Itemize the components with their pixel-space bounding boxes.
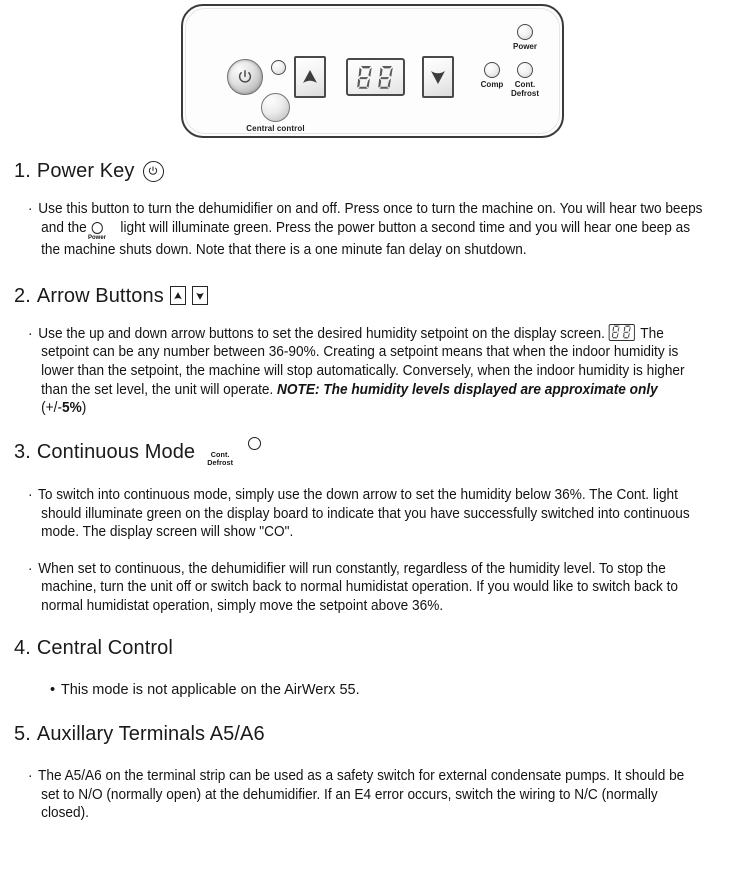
section-2-title: Arrow Buttons — [36, 284, 164, 307]
display-digits — [611, 325, 632, 339]
bullet: · — [28, 325, 35, 342]
arrow-up-key-icon — [170, 286, 186, 305]
led-circle — [248, 437, 261, 450]
cont-defrost-led — [517, 62, 533, 78]
section-arrow-buttons — [0, 283, 755, 418]
section-1-number: 1. — [14, 160, 31, 182]
power-button[interactable] — [227, 59, 263, 95]
section-1-heading — [0, 158, 755, 184]
arrow-up-button[interactable] — [294, 56, 326, 98]
display-digits — [357, 65, 395, 90]
section-5-title: Auxillary Terminals A5/A6 — [36, 723, 265, 746]
led-caption-cont: Cont. — [210, 449, 230, 459]
paragraph-tail-open: (+/- — [41, 400, 62, 417]
display-digit-right — [378, 65, 395, 90]
comp-led — [484, 62, 500, 78]
paragraph-text: The A5/A6 on the terminal strip can be used as a safety switch for external condensate pumps. It should be set to N/O (normally open) at the dehumidifier. If an E4 error occurs, switch the wiring to N/C (normally closed). — [38, 768, 685, 822]
power-icon — [237, 69, 254, 86]
paragraph-text-post: light will illuminate green. Press the power button a second time and you will hear one beep as the machine shuts down. Note that there is a one minute fan delay on shutdown. — [41, 219, 691, 259]
bullet: • — [50, 681, 58, 698]
bullet: · — [28, 560, 35, 577]
control-panel-diagram — [181, 4, 564, 138]
paragraph-note: NOTE: The humidity levels displayed are approximate only — [277, 381, 658, 398]
section-4-paragraph — [0, 681, 755, 700]
central-control-button[interactable] — [261, 93, 290, 122]
cont-label: Cont. — [514, 80, 536, 89]
paragraph-text: This mode is not applicable on the AirWerx 55. — [60, 681, 360, 698]
section-3-paragraph-1 — [0, 486, 720, 542]
power-ring-icon — [143, 161, 164, 182]
section-5-number: 5. — [14, 723, 31, 746]
indicator-led — [271, 60, 286, 75]
section-5-paragraph — [0, 767, 720, 823]
section-2-heading — [0, 283, 755, 309]
cont-defrost-led-icon — [203, 437, 237, 467]
cont-defrost-led-label — [490, 80, 560, 98]
defrost-label: Defrost — [510, 89, 539, 98]
power-led — [517, 24, 533, 40]
led-caption: Power — [88, 233, 106, 241]
section-3-title: Continuous Mode — [36, 440, 196, 463]
section-3-number: 3. — [14, 440, 31, 463]
seven-segment-display-icon — [609, 324, 635, 341]
arrow-down-button[interactable] — [422, 56, 454, 98]
section-2-number: 2. — [14, 284, 31, 307]
display-digit-left — [357, 65, 374, 90]
control-panel-board — [181, 4, 564, 138]
led-caption-defrost: Defrost — [207, 458, 234, 468]
power-led-icon — [88, 222, 115, 242]
instructions-document — [0, 150, 755, 823]
section-auxillary-terminals — [0, 721, 755, 823]
section-1-title: Power Key — [36, 160, 135, 182]
paragraph-text-pre: Use the up and down arrow buttons to set the desired humidity setpoint on the display screen. — [38, 325, 609, 342]
section-4-heading — [0, 635, 755, 661]
section-continuous-mode — [0, 437, 755, 616]
section-5-heading — [0, 721, 755, 747]
section-power-key — [0, 158, 755, 260]
paragraph-tail-bold: 5% — [61, 400, 82, 417]
bullet: · — [28, 201, 35, 217]
section-4-title: Central Control — [36, 636, 173, 659]
arrow-down-key-icon — [192, 286, 208, 305]
section-1-paragraph — [0, 200, 720, 260]
comp-led-label: Comp — [480, 80, 504, 89]
section-3-paragraph-2 — [0, 560, 720, 616]
paragraph-tail-close: ) — [81, 400, 87, 417]
paragraph-text-pre: Use this button to turn the dehumidifier on and off. Press once to turn the machine on. You will hear two beeps and the — [38, 201, 703, 236]
paragraph-text: To switch into continuous mode, simply use the down arrow to set the humidity below 36%. The Cont. light should illuminate green on the display board to indicate that you have successfully switched into continuous mode. The display screen will show "CO". — [38, 486, 690, 541]
section-2-paragraph — [0, 324, 720, 418]
led-circle — [91, 222, 102, 234]
power-led-label: Power — [512, 42, 537, 51]
bullet: · — [28, 486, 35, 503]
paragraph-text-post: The setpoint can be any number between 36-90%. Creating a setpoint means that when the indoor humidity is lower than the setpoint, the machine will stop automatically. Conversely, when the indoor humidity is higher than the set level, the unit will operate. — [41, 325, 685, 398]
section-4-number: 4. — [14, 636, 31, 659]
paragraph-text: When set to continuous, the dehumidifier will run constantly, regardless of the humidity level. To stop the machine, turn the unit off or switch back to normal humidistat operation. If you would like to switch back to normal humidistat operation, simply move the setpoint above 36%. — [38, 560, 678, 614]
section-3-heading — [0, 437, 755, 467]
bullet: · — [28, 768, 35, 785]
seven-segment-display — [346, 58, 405, 96]
section-central-control — [0, 635, 755, 700]
central-control-label: Central control — [246, 124, 305, 133]
